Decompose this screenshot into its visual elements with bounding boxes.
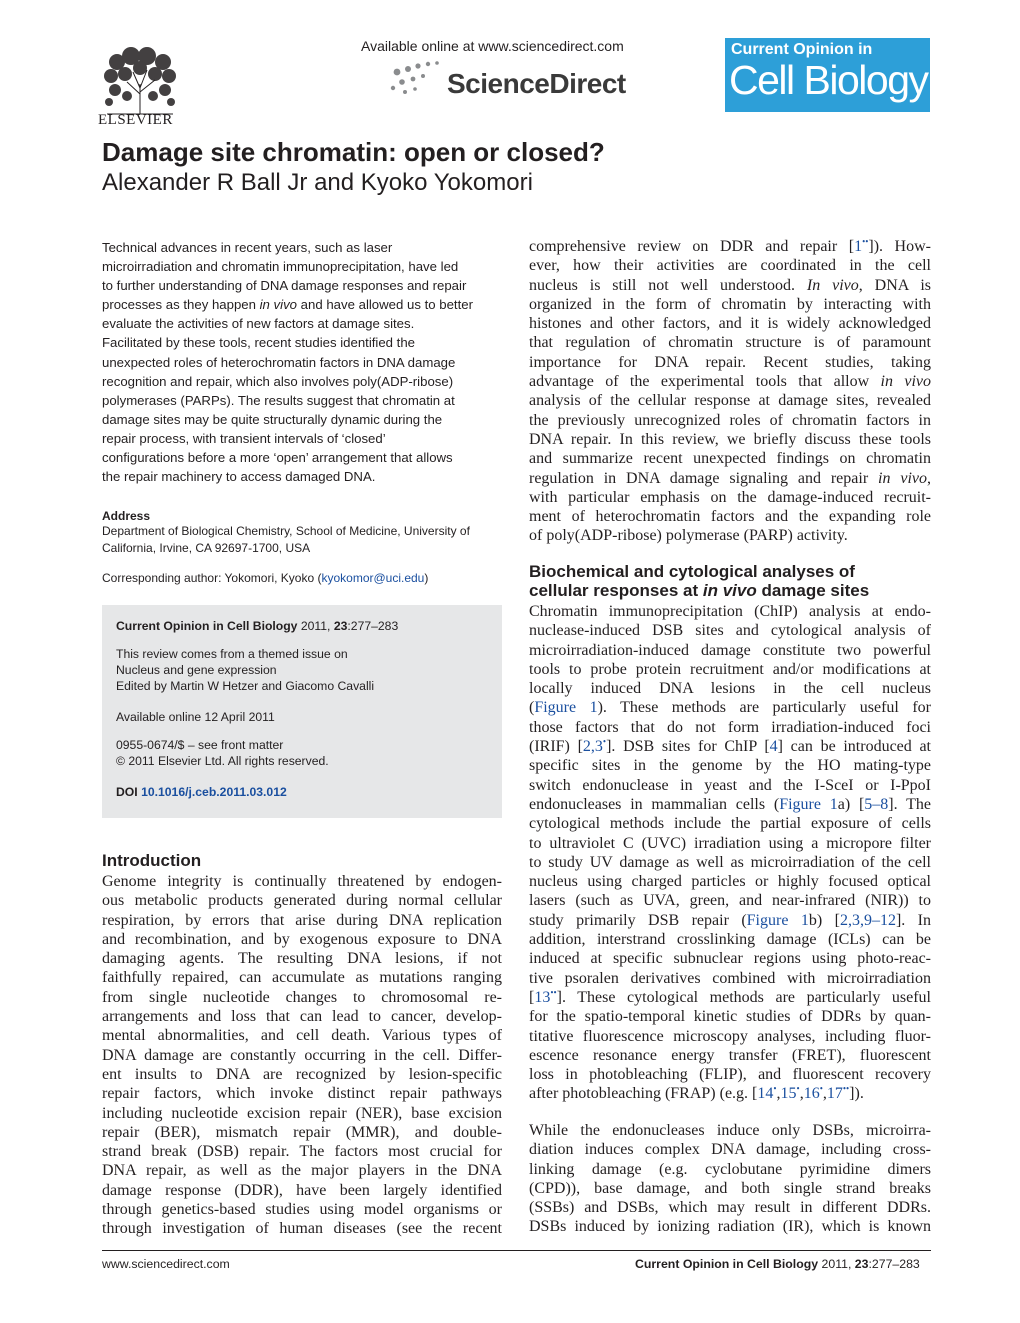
journal-banner-top: Current Opinion in bbox=[731, 41, 873, 58]
second-paragraph: While the endonucleases induce only DSBs, microirra- diation induces complex DNA damage, including cross- linking damage (e.g. cyclobutane pyrimidine dimers (CPD)), base damage, and both single strand breaks (SSBs) and DSBs, which may result in different DDRs. DSBs induced by ionizing radiation (IR), which is known bbox=[529, 1122, 931, 1236]
info-available: Available online 12 April 2011 bbox=[116, 710, 275, 724]
intro-heading: Introduction bbox=[102, 851, 202, 870]
address-text: Department of Biological Chemistry, School of Medicine, University of California, Irvine, CA 92697-1700, USA bbox=[102, 524, 470, 555]
figure-link[interactable]: Figure 1 bbox=[779, 795, 838, 813]
ref-link[interactable]: 13 bbox=[534, 988, 551, 1006]
article-authors: Alexander R Ball Jr and Kyoko Yokomori bbox=[102, 169, 533, 196]
ref-link[interactable]: 14 bbox=[757, 1085, 774, 1103]
figure-link[interactable]: Figure 1 bbox=[746, 911, 809, 929]
doi-link[interactable]: 10.1016/j.ceb.2011.03.012 bbox=[141, 785, 287, 799]
figure-link[interactable]: Figure 1 bbox=[534, 699, 598, 717]
ref-link[interactable]: 17 bbox=[826, 1085, 843, 1103]
ref-link[interactable]: 5–8 bbox=[864, 795, 889, 813]
intro-continuation: comprehensive review on DDR and repair [1••]). How- ever, how their activities are coordinated in the cell nucleus is still not well understood. In vivo, DNA is organized in the form of chromatin by interacting with histones and other factors, and it is widely acknowledged that regulation of chromatin structure is of paramount importance for DNA repair. Recent studies, taking advantage of the experimental tools that allow in vivo analysis of the cellular response at damage sites, revealed the previously unrecognized roles of chromatin factors in DNA repair. In this review, we briefly discuss these tools and summarize recent unexpected findings on chromatin regulation in DNA damage signaling and repair in vivo, with particular emphasis on the damage-induced recruit- ment of heterochromatin factors and the expanding role of poly(ADP-ribose) polymerase (PARP) activity. bbox=[529, 236, 931, 545]
info-citation: Current Opinion in Cell Biology 2011, 23:277–283 bbox=[116, 619, 399, 633]
intro-paragraph: Genome integrity is continually threatened by endogen- ous metabolic products generated during normal cellular respiration, by errors that arise during DNA replication and recombination, and by exogenous exposure to DNA damaging agents. The resulting DNA lesions, if not faithfully repaired, can accumulate as mutations ranging from single nucleotide changes to chromosomal re- arrangements and loss that can lead to cancer, develop- mental abnormalities, and cell death. Various types of DNA damage are constantly occurring in the cell. Differ- ent insults to DNA are recognized by lesion-specific repair factors, which invoke distinct repair pathways including nucleotide excision repair (NER), base excision repair (BER), mismatch repair (MMR), and double- strand break (DSB) repair. The factors most crucial for DNA repair, as well as the major players in the DNA damage response (DDR), have been largely identified through genetics-based studies using model organisms or through investigation of human diseases (see the recent bbox=[102, 873, 502, 1238]
available-online-note: Available online at www.sciencedirect.com bbox=[361, 38, 624, 54]
ref-link[interactable]: 1 bbox=[854, 238, 863, 255]
publisher-name: ELSEVIER bbox=[98, 112, 173, 128]
ref-link[interactable]: 15 bbox=[780, 1085, 797, 1103]
footer-divider bbox=[102, 1250, 931, 1251]
ref-link[interactable]: 2,3 bbox=[582, 738, 603, 756]
ref-link[interactable]: 4 bbox=[769, 738, 778, 756]
info-theme: This review comes from a themed issue on Nucleus and gene expression Edited by Martin W Hetzer and Giacomo Cavalli bbox=[116, 647, 375, 693]
info-doi: DOI 10.1016/j.ceb.2011.03.012 bbox=[116, 785, 287, 799]
email-link[interactable]: kyokomor@uci.edu bbox=[321, 571, 425, 585]
section-paragraph: Chromatin immunoprecipitation (ChIP) analysis at endo- nuclease-induced DSB sites and cytological analysis of microirradiation-induced damage constitute two powerful tools to probe protein recruitment and/or modifications at locally induced DNA lesions in the cell nucleus (Figure 1). These methods are particularly useful for those factors that do not form irradiation-induced foci (IRIF) [2,3•]. DSB sites for ChIP [4] can be introduced at specific sites in the genome by the HO mating-type switch endonuclease in yeast and the I-SceI or I-PpoI endonucleases in mammalian cells (Figure 1a) [5–8]. The cytological methods include the partial exposure of cells to ultraviolet C (UVC) irradiation using a micropore filter to study UV damage as well as microirradiation of the cell nucleus using charged particles or highly focused optical lasers (such as UVA, green, and near-infrared (NIR)) to study primarily DSB repair (Figure 1b) [2,3,9–12]. In addition, interstrand crosslinking damage (ICLs) can be induced at specific subnuclear regions using photo-reac- tive psoralen derivatives combined with microirradiation [13••]. These cytological methods are particularly useful for the spatio-temporal kinetic studies of DDRs by quan- titative fluorescence microscopy analyses, including fluor- escence resonance energy transfer (FRET), fluorescent loss in photobleaching (FLIP), and fluorescent recovery after photobleaching (FRAP) (e.g. [14•,15•,16•,17••]). bbox=[529, 603, 932, 1103]
abstract: Technical advances in recent years, such as laser microirradiation and chromatin immunoprecipitation, have led to further understanding of DNA damage responses and repair processes as they happen in vivo and have allowed us to better evaluate the activities of new factors at damage sites. Facilitated by these tools, recent studies identified the unexpected roles of heterochromatin factors in DNA damage recognition and repair, which also involves poly(ADP-ribose) polymerases (PARPs). The results suggest that chromatin at damage sites may be quite structurally dynamic during the repair process, with transient intervals of ‘closed’ configurations before a more ‘open’ arrangement that allows the repair machinery to access damaged DNA. bbox=[102, 240, 473, 485]
article-title: Damage site chromatin: open or closed? bbox=[102, 137, 605, 167]
section-heading: Biochemical and cytological analyses of cellular responses at in vivo damage sites bbox=[529, 562, 870, 600]
footer-citation: Current Opinion in Cell Biology 2011, 23:277–283 bbox=[635, 1257, 920, 1271]
address-heading: Address bbox=[102, 509, 151, 523]
ref-link[interactable]: 16 bbox=[803, 1085, 820, 1103]
journal-banner-title: Cell Biology bbox=[729, 57, 928, 103]
info-issn: 0955-0674/$ – see front matter © 2011 Elsevier Ltd. All rights reserved. bbox=[116, 738, 329, 768]
ref-link[interactable]: 2,3,9–12 bbox=[839, 911, 896, 929]
sciencedirect-wordmark: ScienceDirect bbox=[447, 68, 626, 99]
footer-url[interactable]: www.sciencedirect.com bbox=[102, 1257, 230, 1271]
corresponding-author: Corresponding author: Yokomori, Kyoko (kyokomor@uci.edu) bbox=[102, 571, 429, 585]
